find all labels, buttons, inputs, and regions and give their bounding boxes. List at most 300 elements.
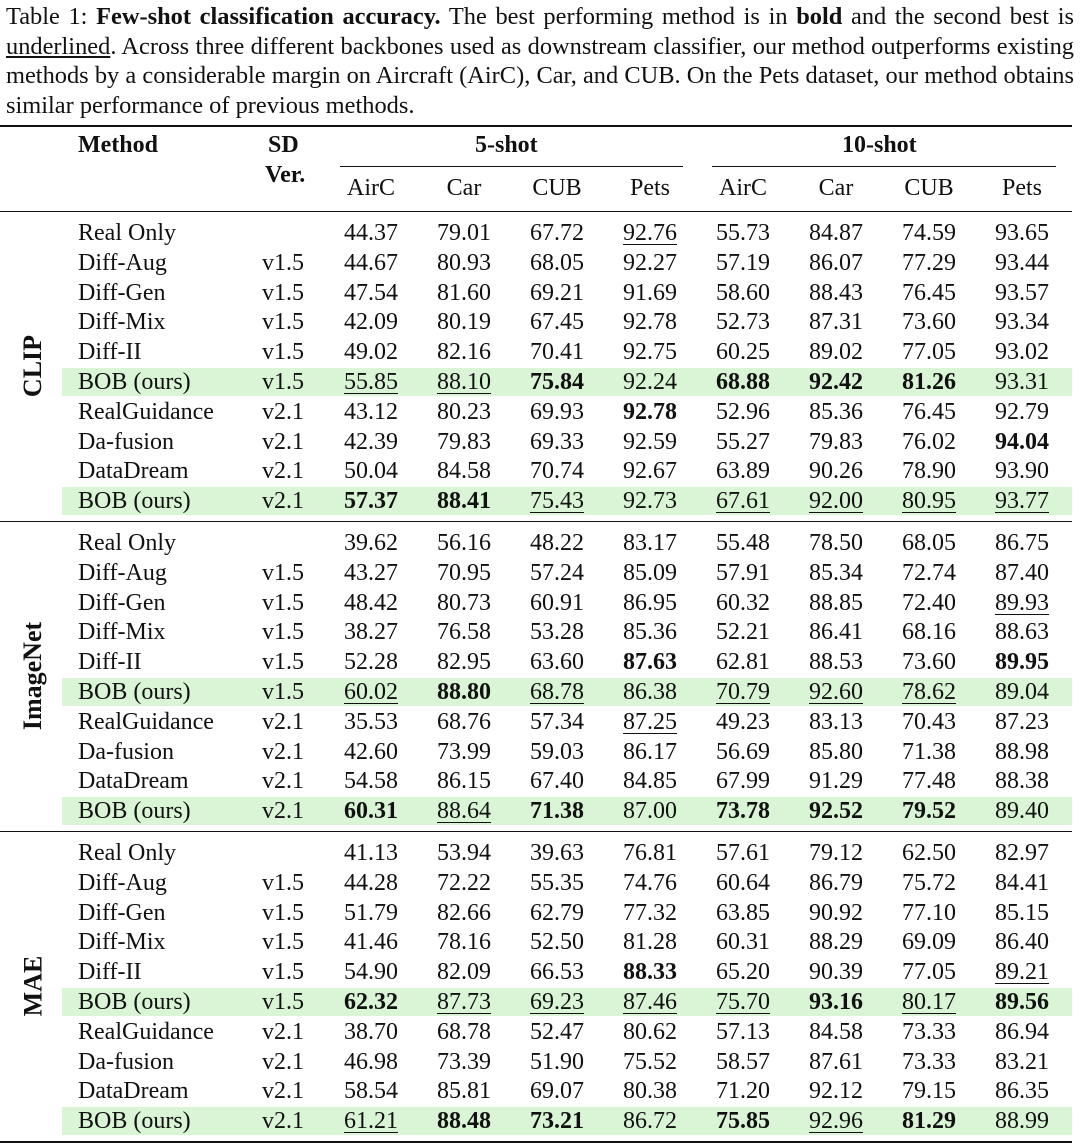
subheader-pets-5shot: Pets (629, 175, 670, 201)
accuracy-cell: 84.58 (437, 458, 491, 485)
method-name: Da-fusion (78, 428, 174, 455)
accuracy-cell: 77.29 (902, 249, 956, 276)
accuracy-cell: 92.60 (809, 679, 863, 705)
caption-bold-word: bold (796, 3, 843, 30)
accuracy-cell: 62.81 (716, 649, 770, 676)
accuracy-cell: 79.83 (437, 428, 491, 455)
accuracy-cell: 80.19 (437, 309, 491, 336)
accuracy-cell: 80.17 (902, 989, 956, 1015)
accuracy-cell: 73.60 (902, 309, 956, 336)
accuracy-cell: 88.10 (437, 369, 491, 395)
accuracy-cell: 84.85 (623, 768, 677, 795)
accuracy-cell: 93.16 (809, 989, 863, 1015)
accuracy-cell: 84.58 (809, 1018, 863, 1045)
accuracy-cell: 52.47 (530, 1018, 584, 1045)
accuracy-cell: 77.05 (902, 339, 956, 366)
accuracy-cell: 79.52 (902, 798, 956, 825)
accuracy-cell: 92.42 (809, 369, 863, 395)
accuracy-cell: 76.81 (623, 840, 677, 866)
accuracy-cell: 46.98 (344, 1048, 398, 1075)
accuracy-cell: 60.31 (344, 798, 398, 825)
accuracy-cell: 73.21 (530, 1108, 584, 1135)
accuracy-cell: 67.45 (530, 309, 584, 336)
accuracy-cell: 86.72 (623, 1108, 677, 1135)
accuracy-cell: 90.92 (809, 899, 863, 926)
accuracy-cell: 62.79 (530, 899, 584, 926)
accuracy-cell: 89.04 (995, 679, 1049, 705)
backbone-label-imagenet: ImageNet (18, 621, 48, 731)
accuracy-cell: 66.53 (530, 959, 584, 986)
method-name: BOB (ours) (78, 679, 191, 705)
accuracy-cell: 91.29 (809, 768, 863, 795)
accuracy-cell: 53.94 (437, 840, 491, 866)
accuracy-cell: 52.73 (716, 309, 770, 336)
accuracy-cell: 75.84 (530, 369, 584, 395)
accuracy-cell: 69.21 (530, 279, 584, 306)
method-name: Diff-II (78, 959, 142, 986)
accuracy-cell: 74.76 (623, 869, 677, 896)
accuracy-cell: 80.73 (437, 589, 491, 616)
subheader-car-10shot: Car (818, 175, 854, 201)
sd-version: v1.5 (262, 619, 304, 646)
sd-version: v2.1 (262, 398, 304, 425)
accuracy-cell: 85.09 (623, 559, 677, 586)
accuracy-cell: 76.58 (437, 619, 491, 646)
accuracy-cell: 73.99 (437, 738, 491, 765)
accuracy-cell: 88.43 (809, 279, 863, 306)
method-name: Da-fusion (78, 1048, 174, 1075)
accuracy-cell: 63.85 (716, 899, 770, 926)
accuracy-cell: 50.04 (344, 458, 398, 485)
accuracy-cell: 87.40 (995, 559, 1049, 586)
accuracy-cell: 93.57 (995, 279, 1049, 306)
header-10-shot: 10-shot (842, 132, 917, 158)
accuracy-cell: 39.63 (530, 840, 584, 866)
accuracy-cell: 41.13 (344, 840, 398, 866)
accuracy-cell: 86.38 (623, 679, 677, 705)
accuracy-cell: 89.95 (995, 649, 1049, 676)
sd-version: v1.5 (262, 309, 304, 336)
accuracy-cell: 93.31 (995, 369, 1049, 395)
accuracy-cell: 80.93 (437, 249, 491, 276)
method-name: Diff-Aug (78, 249, 167, 276)
method-name: Da-fusion (78, 738, 174, 765)
accuracy-cell: 87.73 (437, 989, 491, 1015)
subheader-cub-5shot: CUB (532, 175, 582, 201)
accuracy-cell: 79.83 (809, 428, 863, 455)
accuracy-cell: 92.67 (623, 458, 677, 485)
accuracy-cell: 78.50 (809, 530, 863, 556)
accuracy-cell: 86.75 (995, 530, 1049, 556)
accuracy-cell: 85.36 (623, 619, 677, 646)
caption-text-3: . Across three different backbones used as downstream classifier, our method outperforms existing methods by a considerable margin on Aircraft (AirC), Car, and CUB. On the Pets dataset, our method obtains similar performance of previous methods. (6, 32, 1074, 119)
accuracy-cell: 52.28 (344, 649, 398, 676)
method-name: BOB (ours) (78, 989, 191, 1015)
sd-version: v1.5 (262, 679, 304, 705)
accuracy-cell: 93.44 (995, 249, 1049, 276)
accuracy-cell: 89.93 (995, 589, 1049, 616)
accuracy-cell: 89.56 (995, 989, 1049, 1015)
accuracy-cell: 55.35 (530, 869, 584, 896)
accuracy-cell: 81.29 (902, 1108, 956, 1135)
accuracy-cell: 62.50 (902, 840, 956, 866)
method-name: RealGuidance (78, 398, 214, 425)
accuracy-cell: 88.80 (437, 679, 491, 705)
accuracy-cell: 44.37 (344, 220, 398, 246)
accuracy-cell: 44.67 (344, 249, 398, 276)
accuracy-cell: 77.05 (902, 959, 956, 986)
accuracy-cell: 69.23 (530, 989, 584, 1015)
accuracy-cell: 56.16 (437, 530, 491, 556)
method-name: DataDream (78, 1078, 189, 1105)
subheader-pets-10shot: Pets (1001, 175, 1042, 201)
accuracy-cell: 88.48 (437, 1108, 491, 1135)
method-name: Real Only (78, 530, 176, 556)
accuracy-cell: 86.41 (809, 619, 863, 646)
method-name: Diff-Gen (78, 899, 166, 926)
accuracy-cell: 83.13 (809, 708, 863, 735)
accuracy-cell: 80.23 (437, 398, 491, 425)
accuracy-cell: 88.64 (437, 798, 491, 825)
accuracy-cell: 73.39 (437, 1048, 491, 1075)
method-name: BOB (ours) (78, 488, 191, 515)
accuracy-cell: 92.79 (995, 398, 1049, 425)
accuracy-cell: 63.60 (530, 649, 584, 676)
accuracy-cell: 73.33 (902, 1048, 956, 1075)
bottom-rule (0, 1141, 1072, 1143)
method-name: DataDream (78, 458, 189, 485)
accuracy-cell: 87.61 (809, 1048, 863, 1075)
accuracy-cell: 48.42 (344, 589, 398, 616)
accuracy-cell: 67.40 (530, 768, 584, 795)
accuracy-cell: 86.35 (995, 1078, 1049, 1105)
sd-version: v2.1 (262, 1048, 304, 1075)
subheader-cub-10shot: CUB (904, 175, 954, 201)
accuracy-cell: 60.91 (530, 589, 584, 616)
accuracy-cell: 92.76 (623, 220, 677, 246)
accuracy-cell: 91.69 (623, 279, 677, 306)
accuracy-cell: 84.41 (995, 869, 1049, 896)
sd-version: v2.1 (262, 1078, 304, 1105)
accuracy-cell: 76.45 (902, 398, 956, 425)
sd-version: v2.1 (262, 708, 304, 735)
caption-title: Few-shot classification accuracy. (96, 3, 441, 30)
accuracy-cell: 55.85 (344, 369, 398, 395)
backbone-label-mae: MAE (17, 955, 47, 1017)
accuracy-cell: 77.48 (902, 768, 956, 795)
accuracy-cell: 81.28 (623, 929, 677, 956)
accuracy-cell: 93.65 (995, 220, 1049, 246)
accuracy-cell: 58.57 (716, 1048, 770, 1075)
sd-version: v2.1 (262, 458, 304, 485)
accuracy-cell: 88.38 (995, 768, 1049, 795)
accuracy-cell: 86.07 (809, 249, 863, 276)
accuracy-cell: 54.90 (344, 959, 398, 986)
sd-version: v1.5 (262, 989, 304, 1015)
accuracy-cell: 85.81 (437, 1078, 491, 1105)
accuracy-cell: 80.95 (902, 488, 956, 515)
accuracy-cell: 82.66 (437, 899, 491, 926)
accuracy-cell: 56.69 (716, 738, 770, 765)
accuracy-cell: 80.62 (623, 1018, 677, 1045)
accuracy-cell: 69.07 (530, 1078, 584, 1105)
accuracy-cell: 81.60 (437, 279, 491, 306)
accuracy-cell: 93.02 (995, 339, 1049, 366)
accuracy-cell: 92.78 (623, 398, 677, 425)
method-name: BOB (ours) (78, 798, 191, 825)
header-bottom-rule (0, 211, 1072, 212)
accuracy-cell: 92.52 (809, 798, 863, 825)
accuracy-cell: 83.21 (995, 1048, 1049, 1075)
header-5-shot: 5-shot (475, 132, 538, 158)
accuracy-cell: 88.29 (809, 929, 863, 956)
sd-version: v1.5 (262, 959, 304, 986)
accuracy-cell: 68.76 (437, 708, 491, 735)
accuracy-cell: 52.96 (716, 398, 770, 425)
accuracy-cell: 89.02 (809, 339, 863, 366)
accuracy-cell: 67.61 (716, 488, 770, 515)
accuracy-cell: 93.34 (995, 309, 1049, 336)
accuracy-cell: 60.32 (716, 589, 770, 616)
accuracy-cell: 87.31 (809, 309, 863, 336)
accuracy-cell: 92.12 (809, 1078, 863, 1105)
accuracy-cell: 75.85 (716, 1108, 770, 1135)
accuracy-cell: 48.22 (530, 530, 584, 556)
accuracy-cell: 39.62 (344, 530, 398, 556)
accuracy-cell: 43.27 (344, 559, 398, 586)
accuracy-cell: 78.62 (902, 679, 956, 705)
accuracy-cell: 92.27 (623, 249, 677, 276)
accuracy-cell: 49.23 (716, 708, 770, 735)
accuracy-cell: 92.24 (623, 369, 677, 395)
accuracy-cell: 60.25 (716, 339, 770, 366)
accuracy-cell: 90.39 (809, 959, 863, 986)
accuracy-cell: 71.38 (902, 738, 956, 765)
accuracy-cell: 49.02 (344, 339, 398, 366)
sd-version: v2.1 (262, 1018, 304, 1045)
accuracy-cell: 68.78 (437, 1018, 491, 1045)
accuracy-cell: 72.40 (902, 589, 956, 616)
accuracy-cell: 92.75 (623, 339, 677, 366)
accuracy-cell: 86.94 (995, 1018, 1049, 1045)
method-name: Diff-II (78, 649, 142, 676)
sd-version: v1.5 (262, 649, 304, 676)
sd-version: v1.5 (262, 279, 304, 306)
accuracy-cell: 70.79 (716, 679, 770, 705)
sd-version: v1.5 (262, 559, 304, 586)
subheader-airc-5shot: AirC (347, 175, 395, 201)
accuracy-cell: 57.19 (716, 249, 770, 276)
sd-version: v1.5 (262, 929, 304, 956)
accuracy-cell: 94.04 (995, 428, 1049, 455)
accuracy-cell: 68.78 (530, 679, 584, 705)
accuracy-cell: 70.41 (530, 339, 584, 366)
accuracy-cell: 73.60 (902, 649, 956, 676)
accuracy-cell: 84.87 (809, 220, 863, 246)
sd-version: v1.5 (262, 369, 304, 395)
accuracy-cell: 87.63 (623, 649, 677, 676)
accuracy-cell: 79.12 (809, 840, 863, 866)
sd-version: v1.5 (262, 869, 304, 896)
accuracy-cell: 68.88 (716, 369, 770, 395)
accuracy-cell: 92.78 (623, 309, 677, 336)
method-name: DataDream (78, 768, 189, 795)
accuracy-cell: 82.95 (437, 649, 491, 676)
accuracy-cell: 70.43 (902, 708, 956, 735)
accuracy-cell: 71.20 (716, 1078, 770, 1105)
accuracy-cell: 57.61 (716, 840, 770, 866)
top-rule (0, 125, 1072, 127)
accuracy-cell: 89.40 (995, 798, 1049, 825)
backbone-label-clip: CLIP (18, 334, 47, 398)
accuracy-cell: 70.74 (530, 458, 584, 485)
sd-version: v2.1 (262, 798, 304, 825)
accuracy-cell: 82.97 (995, 840, 1049, 866)
sd-version: v2.1 (262, 738, 304, 765)
accuracy-cell: 62.32 (344, 989, 398, 1015)
method-name: Diff-II (78, 339, 142, 366)
method-name: Real Only (78, 840, 176, 866)
method-name: Diff-Aug (78, 869, 167, 896)
caption-label: Table 1: (6, 3, 88, 30)
accuracy-cell: 73.33 (902, 1018, 956, 1045)
caption-text-2: and the second best is (851, 3, 1074, 30)
accuracy-cell: 42.09 (344, 309, 398, 336)
accuracy-cell: 57.13 (716, 1018, 770, 1045)
accuracy-cell: 63.89 (716, 458, 770, 485)
accuracy-cell: 93.77 (995, 488, 1049, 515)
accuracy-cell: 57.24 (530, 559, 584, 586)
accuracy-cell: 75.52 (623, 1048, 677, 1075)
header-method: Method (78, 132, 158, 158)
accuracy-cell: 82.09 (437, 959, 491, 986)
accuracy-cell: 74.59 (902, 220, 956, 246)
accuracy-cell: 86.40 (995, 929, 1049, 956)
accuracy-cell: 77.32 (623, 899, 677, 926)
accuracy-cell: 85.15 (995, 899, 1049, 926)
accuracy-cell: 88.63 (995, 619, 1049, 646)
header-sd-line2: Ver. (265, 162, 306, 188)
accuracy-cell: 42.39 (344, 428, 398, 455)
accuracy-cell: 75.72 (902, 869, 956, 896)
accuracy-cell: 81.26 (902, 369, 956, 395)
accuracy-cell: 61.21 (344, 1108, 398, 1135)
accuracy-cell: 88.99 (995, 1108, 1049, 1135)
method-name: BOB (ours) (78, 369, 191, 395)
sd-version: v2.1 (262, 428, 304, 455)
accuracy-cell: 86.15 (437, 768, 491, 795)
accuracy-cell: 69.33 (530, 428, 584, 455)
sd-version: v1.5 (262, 339, 304, 366)
accuracy-cell: 71.38 (530, 798, 584, 825)
accuracy-cell: 89.21 (995, 959, 1049, 986)
accuracy-cell: 60.31 (716, 929, 770, 956)
accuracy-cell: 55.27 (716, 428, 770, 455)
accuracy-cell: 82.16 (437, 339, 491, 366)
header-sd-line1: SD (268, 132, 299, 158)
accuracy-cell: 88.33 (623, 959, 677, 986)
accuracy-cell: 53.28 (530, 619, 584, 646)
accuracy-cell: 75.43 (530, 488, 584, 515)
method-name: Diff-Mix (78, 619, 166, 646)
accuracy-cell: 77.10 (902, 899, 956, 926)
accuracy-cell: 55.48 (716, 530, 770, 556)
accuracy-cell: 78.16 (437, 929, 491, 956)
accuracy-cell: 43.12 (344, 398, 398, 425)
accuracy-cell: 68.05 (530, 249, 584, 276)
accuracy-cell: 87.00 (623, 798, 677, 825)
accuracy-cell: 90.26 (809, 458, 863, 485)
caption-text-1: The best performing method is in (448, 3, 788, 30)
accuracy-cell: 86.79 (809, 869, 863, 896)
accuracy-cell: 93.90 (995, 458, 1049, 485)
accuracy-cell: 85.80 (809, 738, 863, 765)
accuracy-cell: 57.37 (344, 488, 398, 515)
method-name: Diff-Mix (78, 929, 166, 956)
sd-version: v2.1 (262, 488, 304, 515)
sd-version: v2.1 (262, 1108, 304, 1135)
accuracy-cell: 60.64 (716, 869, 770, 896)
subheader-airc-10shot: AirC (719, 175, 767, 201)
accuracy-cell: 92.96 (809, 1108, 863, 1135)
accuracy-cell: 92.73 (623, 488, 677, 515)
accuracy-cell: 51.79 (344, 899, 398, 926)
accuracy-cell: 68.05 (902, 530, 956, 556)
method-name: RealGuidance (78, 708, 214, 735)
accuracy-cell: 80.38 (623, 1078, 677, 1105)
accuracy-cell: 88.98 (995, 738, 1049, 765)
accuracy-cell: 67.72 (530, 220, 584, 246)
cmidrule-5-shot (340, 166, 683, 167)
sd-version: v1.5 (262, 899, 304, 926)
method-name: Diff-Aug (78, 559, 167, 586)
accuracy-cell: 38.27 (344, 619, 398, 646)
method-name: Diff-Gen (78, 279, 166, 306)
subheader-car-5shot: Car (446, 175, 482, 201)
accuracy-cell: 85.36 (809, 398, 863, 425)
accuracy-cell: 54.58 (344, 768, 398, 795)
accuracy-cell: 42.60 (344, 738, 398, 765)
accuracy-cell: 65.20 (716, 959, 770, 986)
accuracy-cell: 68.16 (902, 619, 956, 646)
accuracy-cell: 86.95 (623, 589, 677, 616)
sd-version: v2.1 (262, 768, 304, 795)
accuracy-cell: 88.41 (437, 488, 491, 515)
method-name: Real Only (78, 220, 176, 246)
accuracy-cell: 92.00 (809, 488, 863, 515)
method-name: Diff-Gen (78, 589, 166, 616)
accuracy-cell: 41.46 (344, 929, 398, 956)
caption-underlined-word: underlined (6, 32, 111, 60)
accuracy-cell: 79.15 (902, 1078, 956, 1105)
group-separator-rule (0, 521, 1072, 522)
accuracy-cell: 75.70 (716, 989, 770, 1015)
accuracy-cell: 85.34 (809, 559, 863, 586)
accuracy-cell: 60.02 (344, 679, 398, 705)
accuracy-cell: 59.03 (530, 738, 584, 765)
accuracy-cell: 83.17 (623, 530, 677, 556)
accuracy-cell: 70.95 (437, 559, 491, 586)
accuracy-cell: 87.23 (995, 708, 1049, 735)
method-name: Diff-Mix (78, 309, 166, 336)
accuracy-cell: 78.90 (902, 458, 956, 485)
accuracy-cell: 88.53 (809, 649, 863, 676)
accuracy-cell: 67.99 (716, 768, 770, 795)
accuracy-cell: 87.25 (623, 708, 677, 735)
accuracy-cell: 73.78 (716, 798, 770, 825)
group-separator-rule (0, 831, 1072, 832)
accuracy-cell: 72.22 (437, 869, 491, 896)
